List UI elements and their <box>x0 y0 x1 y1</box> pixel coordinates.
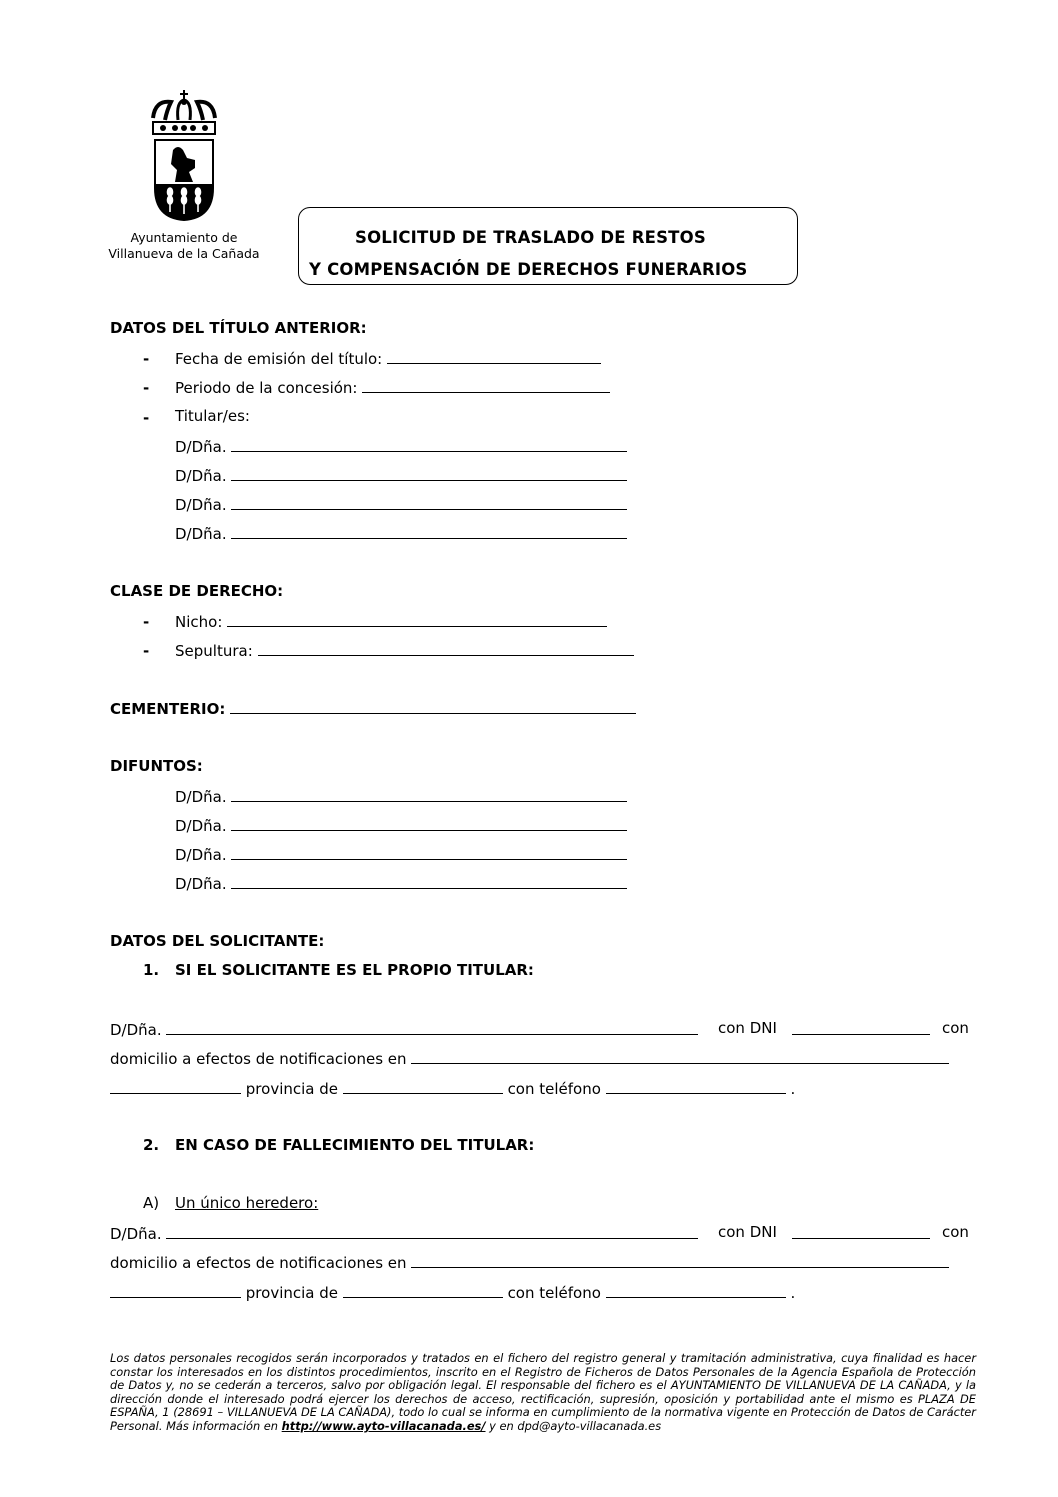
difunto-field[interactable] <box>231 788 627 802</box>
case2-number: 2. <box>143 1136 160 1154</box>
periodo-concesion-field[interactable] <box>362 379 610 393</box>
periodo-concesion-row <box>175 379 610 396</box>
titular-field[interactable] <box>231 467 627 481</box>
case1-telefono-field[interactable] <box>606 1080 786 1094</box>
nicho-field[interactable] <box>227 613 607 627</box>
case1-domicilio-field[interactable] <box>411 1050 949 1064</box>
case2-title: EN CASO DE FALLECIMIENTO DEL TITULAR: <box>175 1136 535 1154</box>
con-label: con <box>942 1223 969 1241</box>
titular-row <box>175 467 627 484</box>
dni-label: con DNI <box>718 1223 777 1241</box>
case1-dni-field[interactable] <box>792 1021 930 1035</box>
difunto-row <box>175 875 627 892</box>
org-name-line1: Ayuntamiento de <box>130 230 238 245</box>
dni-label: con DNI <box>718 1019 777 1037</box>
end-dot: . <box>790 1080 796 1098</box>
dd-label: D/Dña. <box>175 496 227 514</box>
titular-row <box>175 496 627 513</box>
title-line-1: SOLICITUD DE TRASLADO DE RESTOS <box>355 228 706 247</box>
dd-label: D/Dña. <box>175 846 227 864</box>
title-box <box>298 207 798 285</box>
domicilio-label: domicilio a efectos de notificaciones en <box>110 1050 407 1068</box>
titular-row <box>175 525 627 542</box>
case1-provincia-field[interactable] <box>343 1080 503 1094</box>
case2a-domicilio-row <box>110 1254 949 1271</box>
dd-label: D/Dña. <box>175 875 227 893</box>
difunto-row <box>175 817 627 834</box>
section-heading-clase-derecho: CLASE DE DERECHO: <box>110 582 284 600</box>
case1-localidad-field[interactable] <box>110 1080 241 1094</box>
con-label: con <box>942 1019 969 1037</box>
sepultura-label: Sepultura: <box>175 642 253 660</box>
dd-label: D/Dña. <box>110 1225 162 1243</box>
case1-domicilio-row <box>110 1050 949 1067</box>
footer-text-end: y en dpd@ayto-villacanada.es <box>489 1418 662 1433</box>
telefono-label: con teléfono <box>507 1284 601 1302</box>
end-dot: . <box>790 1284 796 1302</box>
titular-field[interactable] <box>231 438 627 452</box>
case1-title: SI EL SOLICITANTE ES EL PROPIO TITULAR: <box>175 961 534 979</box>
dd-label: D/Dña. <box>175 788 227 806</box>
org-name-line2: Villanueva de la Cañada <box>108 246 260 261</box>
footer-link[interactable]: http://www.ayto-villacanada.es/ <box>281 1418 486 1433</box>
cementerio-field[interactable] <box>230 700 636 714</box>
case2a-title: Un único heredero: <box>175 1194 319 1212</box>
title-line-2: Y COMPENSACIÓN DE DERECHOS FUNERARIOS <box>309 260 748 279</box>
titular-field[interactable] <box>231 496 627 510</box>
dd-label: D/Dña. <box>175 467 227 485</box>
fecha-emision-label: Fecha de emisión del título: <box>175 350 383 368</box>
case1-dd-row <box>110 1021 698 1038</box>
case1-provincia-row <box>110 1080 795 1097</box>
titular-field[interactable] <box>231 525 627 539</box>
periodo-concesion-label: Periodo de la concesión: <box>175 379 358 397</box>
case2a-dni-field[interactable] <box>792 1225 930 1239</box>
cementerio-row <box>110 700 636 717</box>
footer-text: Los datos personales recogidos serán incorporados y tratados en el fichero del registro general y tramitación administrativa, cuya finalidad es hacer constar los interesados en los distintos procedimientos, inscrito en el Registro de Ficheros de Datos Personales de la Agencia Española de Protección de Datos y, no se cederán a terceros, salvo por obligación legal. El responsable del fichero es el AYUNTAMIENTO DE VILLANUEVA DE LA CAÑADA, y la dirección donde el interesado podrá ejercer los derechos de acceso, rectificación, supresión, oposición y portabilidad ante el mismo es PLAZA DE ESPAÑA, 1 (28691 – VILLANUEVA DE LA CAÑADA), todo lo cual se informa en cumplimiento de la normativa vigente en Protección de Datos de Carácter Personal. Más información en <box>110 1351 976 1433</box>
difunto-row <box>175 788 627 805</box>
dd-label: D/Dña. <box>175 525 227 543</box>
difunto-field[interactable] <box>231 875 627 889</box>
dd-label: D/Dña. <box>175 817 227 835</box>
titular-row <box>175 438 627 455</box>
domicilio-label: domicilio a efectos de notificaciones en <box>110 1254 407 1272</box>
difunto-field[interactable] <box>231 846 627 860</box>
telefono-label: con teléfono <box>507 1080 601 1098</box>
case2a-telefono-field[interactable] <box>606 1284 786 1298</box>
provincia-label: provincia de <box>245 1080 338 1098</box>
bullet: - <box>143 409 150 427</box>
fecha-emision-row <box>175 350 601 367</box>
sepultura-row <box>175 642 634 659</box>
case2a-name-field[interactable] <box>166 1225 698 1239</box>
case1-number: 1. <box>143 961 160 979</box>
case2a-domicilio-field[interactable] <box>411 1254 949 1268</box>
nicho-label: Nicho: <box>175 613 223 631</box>
bullet: - <box>143 642 150 660</box>
titulares-label: Titular/es: <box>175 407 250 425</box>
section-heading-solicitante: DATOS DEL SOLICITANTE: <box>110 932 325 950</box>
cementerio-label: CEMENTERIO: <box>110 700 226 718</box>
nicho-row <box>175 613 607 630</box>
dd-label: D/Dña. <box>175 438 227 456</box>
difunto-field[interactable] <box>231 817 627 831</box>
case2a-letter: A) <box>143 1194 160 1212</box>
difunto-row <box>175 846 627 863</box>
bullet: - <box>143 350 150 368</box>
section-heading-titulo-anterior: DATOS DEL TÍTULO ANTERIOR: <box>110 319 367 337</box>
provincia-label: provincia de <box>245 1284 338 1302</box>
coat-of-arms-icon <box>145 88 223 228</box>
case1-name-field[interactable] <box>166 1021 698 1035</box>
fecha-emision-field[interactable] <box>387 350 601 364</box>
dd-label: D/Dña. <box>110 1021 162 1039</box>
sepultura-field[interactable] <box>258 642 634 656</box>
bullet: - <box>143 379 150 397</box>
privacy-footer <box>110 1352 976 1434</box>
case2a-localidad-field[interactable] <box>110 1284 241 1298</box>
case2a-provincia-field[interactable] <box>343 1284 503 1298</box>
case2a-dd-row <box>110 1225 698 1242</box>
bullet: - <box>143 613 150 631</box>
section-heading-difuntos: DIFUNTOS: <box>110 757 203 775</box>
case2a-provincia-row <box>110 1284 795 1301</box>
